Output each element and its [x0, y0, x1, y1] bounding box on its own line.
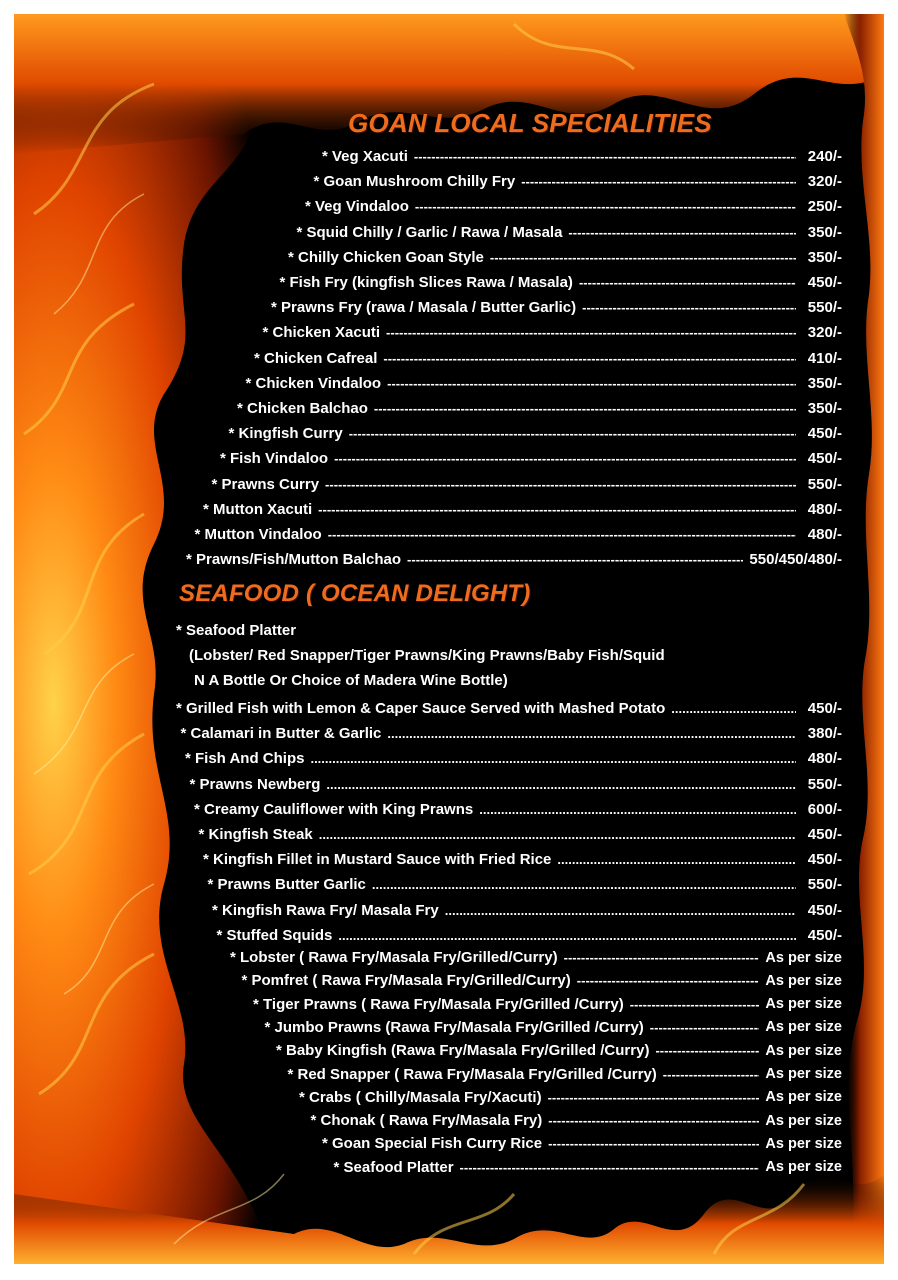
leader-line	[325, 477, 796, 492]
menu-item-row	[212, 898, 842, 923]
menu-item-row	[263, 320, 843, 345]
menu-item-price: As per size	[765, 996, 842, 1013]
menu-item-price: 550/-	[807, 876, 842, 894]
menu-item-row	[199, 822, 843, 847]
platter-line: * Seafood Platter	[176, 622, 297, 639]
menu-item-price: 380/-	[807, 725, 842, 743]
menu-item-name: * Chicken Xacuti	[262, 324, 381, 342]
menu-item-name: * Fish Vindaloo	[220, 450, 329, 468]
menu-item-name: * Red Snapper ( Rawa Fry/Masala Fry/Grilled /Curry)	[287, 1065, 657, 1083]
menu-item-name: * Calamari in Butter & Garlic	[180, 725, 382, 743]
menu-item-row	[194, 797, 842, 822]
leader-line	[630, 997, 760, 1012]
menu-item-name: * Veg Xacuti	[322, 148, 408, 165]
menu-item-price: 350/-	[807, 223, 842, 241]
menu-item-row	[208, 872, 843, 897]
goan-section-title: GOAN LOCAL SPECIALITIES	[348, 108, 712, 138]
menu-item-price: 350/-	[807, 248, 842, 266]
menu-item-name: * Pomfret ( Rawa Fry/Masala Fry/Grilled/Curry)	[241, 972, 571, 990]
menu-item-price: As per size	[765, 1159, 842, 1176]
menu-item-price: As per size	[765, 1042, 842, 1059]
menu-item-row	[203, 847, 842, 872]
menu-item-row	[305, 194, 842, 219]
menu-item-name: * Crabs ( Chilly/Masala Fry/Xacuti)	[299, 1088, 542, 1106]
menu-item-price: 550/-	[807, 299, 842, 317]
menu-item-name: * Prawns Newberg	[189, 775, 321, 793]
menu-item-price: As per size	[765, 1135, 842, 1152]
menu-item-row	[314, 169, 843, 194]
menu-item-price: 450/-	[807, 851, 842, 869]
menu-item-row	[237, 396, 842, 421]
platter-line: N A Bottle Or Choice of Madera Wine Bottle)	[194, 672, 508, 689]
menu-item-row	[297, 220, 843, 245]
leader-line	[557, 852, 796, 867]
leader-line	[318, 502, 796, 517]
leader-line	[407, 552, 743, 567]
leader-line	[671, 701, 796, 716]
menu-item-price: 450/-	[807, 450, 842, 468]
leader-line	[328, 527, 796, 542]
menu-item-name: * Grilled Fish with Lemon & Caper Sauce Served with Mashed Potato	[176, 700, 666, 717]
menu-item-name: * Jumbo Prawns (Rawa Fry/Masala Fry/Grilled /Curry)	[264, 1018, 644, 1036]
menu-content	[14, 14, 884, 1264]
menu-item-name: * Chicken Vindaloo	[245, 374, 382, 392]
menu-item-price: As per size	[765, 1019, 842, 1036]
menu-item-row	[288, 1063, 843, 1086]
leader-line	[414, 149, 796, 164]
seafood-section-title: SEAFOOD ( OCEAN DELIGHT)	[179, 580, 531, 607]
menu-item-name: * Lobster ( Rawa Fry/Masala Fry/Grilled/Curry)	[230, 949, 558, 966]
leader-line	[334, 451, 796, 466]
leader-line	[338, 928, 796, 943]
menu-item-row	[254, 346, 842, 371]
leader-line	[445, 903, 796, 918]
menu-item-row	[212, 472, 843, 497]
menu-item-name: * Prawns Curry	[211, 475, 320, 493]
menu-item-name: * Seafood Platter	[333, 1158, 454, 1176]
menu-item-row	[181, 721, 843, 746]
leader-line	[415, 199, 796, 214]
menu-item-price: 480/-	[807, 750, 842, 768]
menu-item-row	[220, 446, 842, 471]
menu-item-price: 350/-	[807, 374, 842, 392]
menu-item-row	[322, 1132, 842, 1155]
menu-item-row	[190, 772, 843, 797]
menu-item-price: 320/-	[807, 173, 842, 191]
menu-item-name: * Baby Kingfish (Rawa Fry/Masala Fry/Grilled /Curry)	[276, 1042, 650, 1060]
menu-item-price: 600/-	[807, 800, 842, 818]
menu-item-row	[276, 1039, 842, 1062]
leader-line	[548, 1113, 759, 1128]
menu-item-row	[217, 923, 843, 948]
menu-item-name: * Creamy Cauliflower with King Prawns	[194, 800, 474, 818]
leader-line	[490, 250, 796, 265]
menu-item-name: * Fish And Chips	[185, 750, 305, 768]
menu-item-name: * Stuffed Squids	[216, 926, 333, 944]
menu-item-price: 480/-	[807, 526, 842, 543]
menu-item-name: * Chilly Chicken Goan Style	[288, 248, 484, 266]
leader-line	[577, 973, 760, 988]
menu-item-price: As per size	[765, 972, 842, 989]
menu-item-price: 450/-	[807, 425, 842, 443]
leader-line	[479, 802, 796, 817]
menu-item-row	[265, 1016, 843, 1039]
menu-item-name: * Fish Fry (kingfish Slices Rawa / Masala)	[279, 274, 573, 291]
leader-line	[548, 1136, 759, 1151]
menu-item-row	[280, 270, 843, 295]
menu-item-name: * Tiger Prawns ( Rawa Fry/Masala Fry/Grilled /Curry)	[253, 995, 624, 1013]
menu-item-row	[322, 144, 842, 169]
menu-item-row	[271, 295, 842, 320]
menu-item-name: * Goan Special Fish Curry Rice	[322, 1135, 543, 1153]
menu-item-name: * Mutton Xacuti	[203, 500, 313, 518]
menu-item-price: 450/-	[807, 901, 842, 919]
menu-item-price: 550/-	[807, 475, 842, 493]
leader-line	[374, 401, 796, 416]
leader-line	[650, 1020, 760, 1035]
menu-item-name: * Kingfish Curry	[228, 425, 343, 443]
menu-item-price: 450/-	[807, 926, 842, 944]
leader-line	[582, 300, 796, 315]
leader-line	[386, 325, 796, 340]
menu-item-name: * Mutton Vindaloo	[194, 526, 322, 543]
menu-item-name: * Veg Vindaloo	[305, 198, 409, 216]
leader-line	[548, 1090, 760, 1105]
menu-item-price: As per size	[765, 1066, 842, 1082]
menu-item-name: * Chonak ( Rawa Fry/Masala Fry)	[310, 1112, 543, 1130]
menu-item-price: 450/-	[807, 274, 842, 291]
menu-item-row	[185, 746, 842, 771]
menu-item-name: * Chicken Balchao	[237, 400, 368, 417]
menu-item-row	[334, 1156, 843, 1179]
platter-line: (Lobster/ Red Snapper/Tiger Prawns/King Prawns/Baby Fish/Squid	[189, 647, 665, 664]
menu-item-row	[246, 371, 843, 396]
menu-item-name: * Squid Chilly / Garlic / Rawa / Masala	[296, 223, 563, 241]
leader-line	[579, 275, 796, 290]
leader-line	[521, 174, 796, 189]
leader-line	[349, 426, 796, 441]
menu-item-price: As per size	[765, 949, 842, 966]
menu-item-price: As per size	[765, 1112, 842, 1129]
menu-item-name: * Kingfish Rawa Fry/ Masala Fry	[212, 901, 439, 919]
menu-item-price: 320/-	[807, 324, 842, 342]
leader-line	[387, 376, 796, 391]
menu-item-row	[288, 245, 842, 270]
menu-item-row	[203, 497, 842, 522]
menu-item-price: 250/-	[807, 198, 842, 216]
menu-item-row	[299, 1086, 842, 1109]
menu-item-name: * Prawns Butter Garlic	[207, 876, 366, 894]
menu-item-name: * Prawns/Fish/Mutton Balchao	[186, 551, 402, 569]
leader-line	[319, 827, 796, 842]
menu-item-price: 480/-	[807, 500, 842, 518]
leader-line	[372, 877, 796, 892]
menu-item-price: 410/-	[807, 349, 842, 367]
menu-item-price: 350/-	[807, 400, 842, 417]
menu-item-price: 450/-	[807, 700, 842, 717]
menu-page	[14, 14, 884, 1264]
leader-line	[655, 1043, 759, 1058]
leader-line	[326, 777, 796, 792]
menu-item-name: * Chicken Cafreal	[254, 349, 378, 367]
leader-line	[663, 1067, 760, 1082]
menu-item-row	[230, 946, 842, 969]
menu-item-name: * Prawns Fry (rawa / Masala / Butter Garlic)	[271, 299, 577, 317]
menu-item-price: 450/-	[807, 826, 842, 843]
menu-item-row	[311, 1109, 843, 1132]
menu-item-name: * Kingfish Steak	[198, 826, 313, 843]
leader-line	[310, 751, 796, 766]
menu-item-price: As per size	[765, 1089, 842, 1106]
leader-line	[568, 225, 796, 240]
menu-item-row	[242, 969, 843, 992]
menu-item-name: * Goan Mushroom Chilly Fry	[313, 173, 516, 191]
menu-item-row	[253, 993, 842, 1016]
menu-item-row	[176, 696, 842, 721]
leader-line	[564, 950, 760, 965]
menu-item-price: 240/-	[807, 148, 842, 165]
menu-item-row	[195, 522, 843, 547]
menu-item-price: 550/450/480/-	[749, 551, 842, 569]
leader-line	[387, 726, 796, 741]
menu-item-name: * Kingfish Fillet in Mustard Sauce with Fried Rice	[203, 851, 552, 869]
leader-line	[460, 1160, 760, 1175]
leader-line	[383, 351, 796, 366]
menu-item-row	[229, 421, 843, 446]
menu-item-row	[186, 547, 842, 572]
menu-item-price: 550/-	[807, 775, 842, 793]
